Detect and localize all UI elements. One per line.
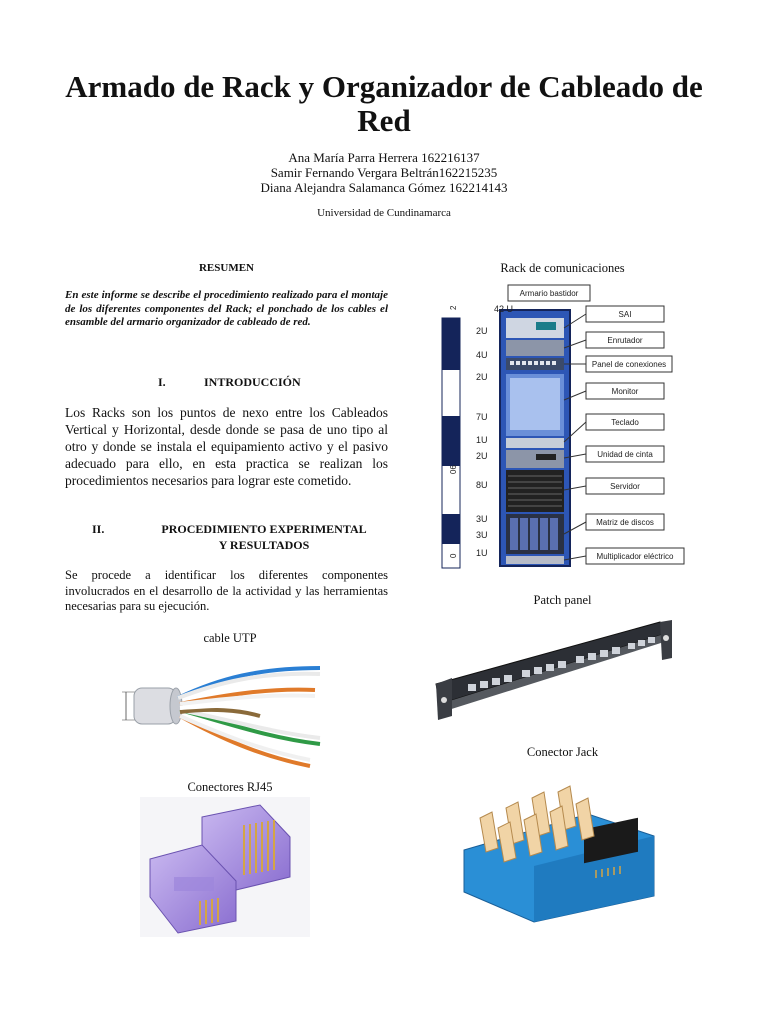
rack-label: SAI [618,310,632,319]
unit-label: 7U [476,412,488,422]
cable-utp-image [120,648,335,776]
intro-paragraph: Los Racks son los puntos de nexo entre los Cableados Vertical y Horizontal, desde donde se pasa de uno tipo al otro y donde se instala el equipamiento activo y el pasivo adecuado para ello, en esta practica se realizan los procedimientos necesarios para lograr este cometido. [65,405,388,488]
ruler-label: 06 [449,465,458,474]
author: Samir Fernando Vergara Beltrán162215235 [270,165,498,180]
unit-label: 2U [476,326,488,336]
unit-label: 3U [476,530,488,540]
unit-label: 2U [476,451,488,461]
rj45-connectors-image [140,797,310,937]
unit-label: 2U [476,372,488,382]
rack-label: Unidad de cinta [597,450,653,459]
section-number: II. [92,522,105,536]
figure-caption-rack: Rack de comunicaciones [500,261,625,275]
abstract-text: En este informe se describe el procedimiento realizado para el montaje de los diferentes componentes del Rack; el ponchado de los cables el ensamble del armario organizador de cableado de red. [65,289,388,328]
rack-label: Multiplicador eléctrico [596,552,674,561]
figure-caption-rj45: Conectores RJ45 [187,780,273,794]
figure-caption-cable-utp: cable UTP [203,631,257,645]
author-list [0,150,768,195]
affiliation: Universidad de Cundinamarca [317,207,451,219]
unit-label: 3U [476,514,488,524]
section-title [139,521,389,553]
rack-label: Panel de conexiones [591,360,667,369]
section-title: INTRODUCCIÓN [204,375,301,389]
ruler-label: 1 [449,407,458,412]
procedure-paragraph: Se procede a identificar los diferentes componentes involucrados en el desarrollo de la actividad y las herramientas necesarias para su ejecución. [65,568,388,613]
section-title-line: PROCEDIMIENTO EXPERIMENTAL [161,522,367,536]
abstract-heading: RESUMEN [198,262,254,274]
rack-units-label: 42 U [494,304,514,314]
figure-caption-patch-panel: Patch panel [533,593,592,607]
rack-label: Monitor [611,387,639,396]
section-number: I. [158,375,166,389]
unit-label: 8U [476,480,488,490]
patch-panel-image [432,612,696,734]
unit-label: 4U [476,350,488,360]
unit-label: 1U [476,548,488,558]
rack-label: Matriz de discos [596,518,654,527]
ruler-label: 0 [449,553,458,558]
author: Ana María Parra Herrera 162216137 [288,150,480,165]
rack-label: Servidor [610,482,640,491]
rack-top-label: Armario bastidor [519,289,579,298]
rack-label: Teclado [611,418,639,427]
ruler-label: 2 [449,305,458,310]
paper-title: Armado de Rack y Organizador de Cableado de Red [65,69,703,138]
author: Diana Alejandra Salamanca Gómez 162214143 [260,180,508,195]
unit-label: 1U [476,435,488,445]
jack-connector-image [458,766,663,926]
figure-caption-jack: Conector Jack [526,745,599,759]
rack-diagram [440,282,690,572]
rack-label: Enrutador [607,336,643,345]
section-title-line: Y RESULTADOS [218,538,310,552]
